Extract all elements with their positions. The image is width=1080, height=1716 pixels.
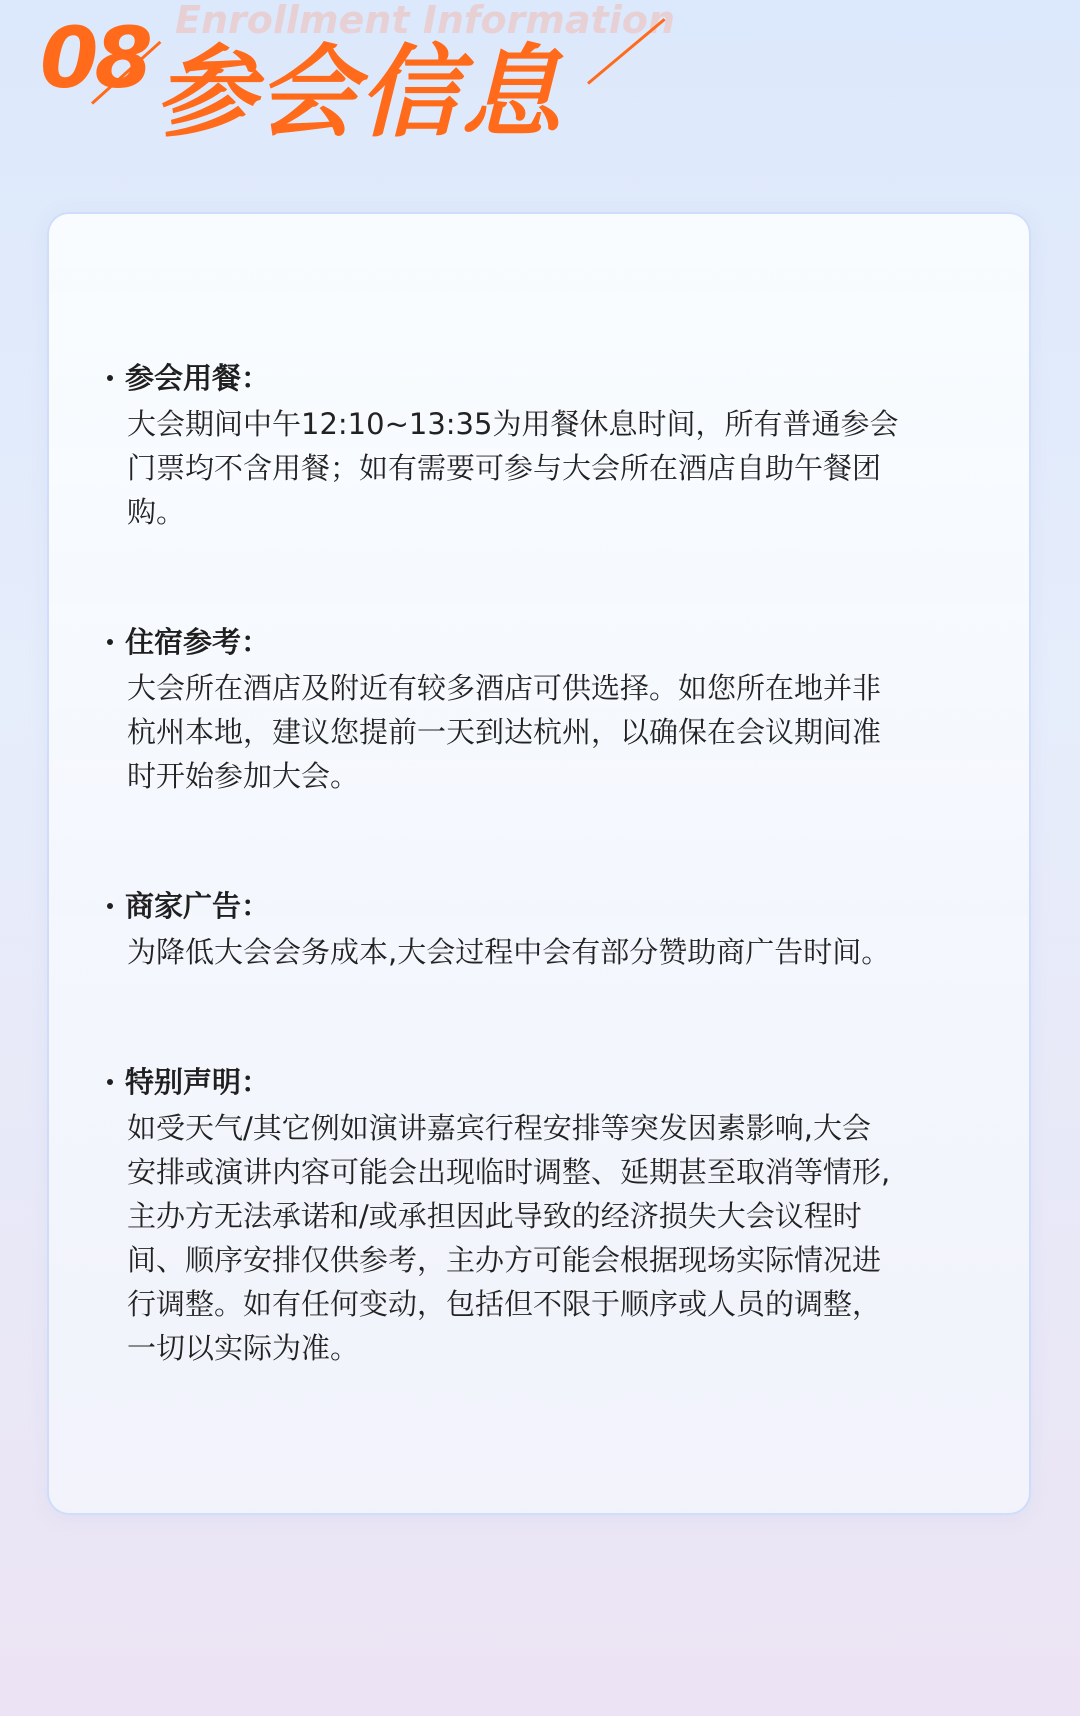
header-subtitle: Enrollment Information <box>175 0 675 42</box>
section-body: 为降低大会会务成本,大会过程中会有部分赞助商广告时间。 <box>127 935 891 969</box>
section-heading <box>107 620 987 664</box>
bullet-dot-icon <box>107 639 113 645</box>
page-header <box>0 0 1080 170</box>
section-heading <box>107 356 987 400</box>
section-body: 大会期间中午12:10~13:35为用餐休息时间，所有普通参会 门票均不含用餐；如有需要可参与大会所在酒店自助午餐团 购。 <box>127 407 899 529</box>
bullet-dot-icon <box>107 1079 113 1085</box>
section-heading <box>107 1060 987 1104</box>
section-heading-label: 住宿参考： <box>125 625 271 659</box>
section-disclaimer <box>107 1060 987 1370</box>
section-body: 大会所在酒店及附近有较多酒店可供选择。如您所在地并非 杭州本地，建议您提前一天到达杭州，以确保在会议期间准 时开始参加大会。 <box>127 671 882 793</box>
section-heading-label: 特别声明： <box>125 1065 271 1099</box>
section-body: 如受天气/其它例如演讲嘉宾行程安排等突发因素影响,大会 安排或演讲内容可能会出现临时调整、延期甚至取消等情形, 主办方无法承诺和/或承担因此导致的经济损失大会议程时 间、顺序安排仅供参考，主办方可能会根据现场实际情况进 行调整。如有任何变动，包括但不限于顺序或人员的调整， 一切以实际为准。 <box>127 1111 891 1365</box>
section-meals <box>107 356 987 534</box>
section-accommodation <box>107 620 987 798</box>
section-number: 08 <box>40 9 149 107</box>
section-heading <box>107 884 987 928</box>
bullet-dot-icon <box>107 903 113 909</box>
section-heading-label: 参会用餐： <box>125 361 271 395</box>
page-title: 参会信息 <box>155 34 563 151</box>
info-card <box>47 212 1031 1515</box>
section-heading-label: 商家广告： <box>125 889 271 923</box>
bullet-dot-icon <box>107 375 113 381</box>
section-advertising <box>107 884 987 974</box>
